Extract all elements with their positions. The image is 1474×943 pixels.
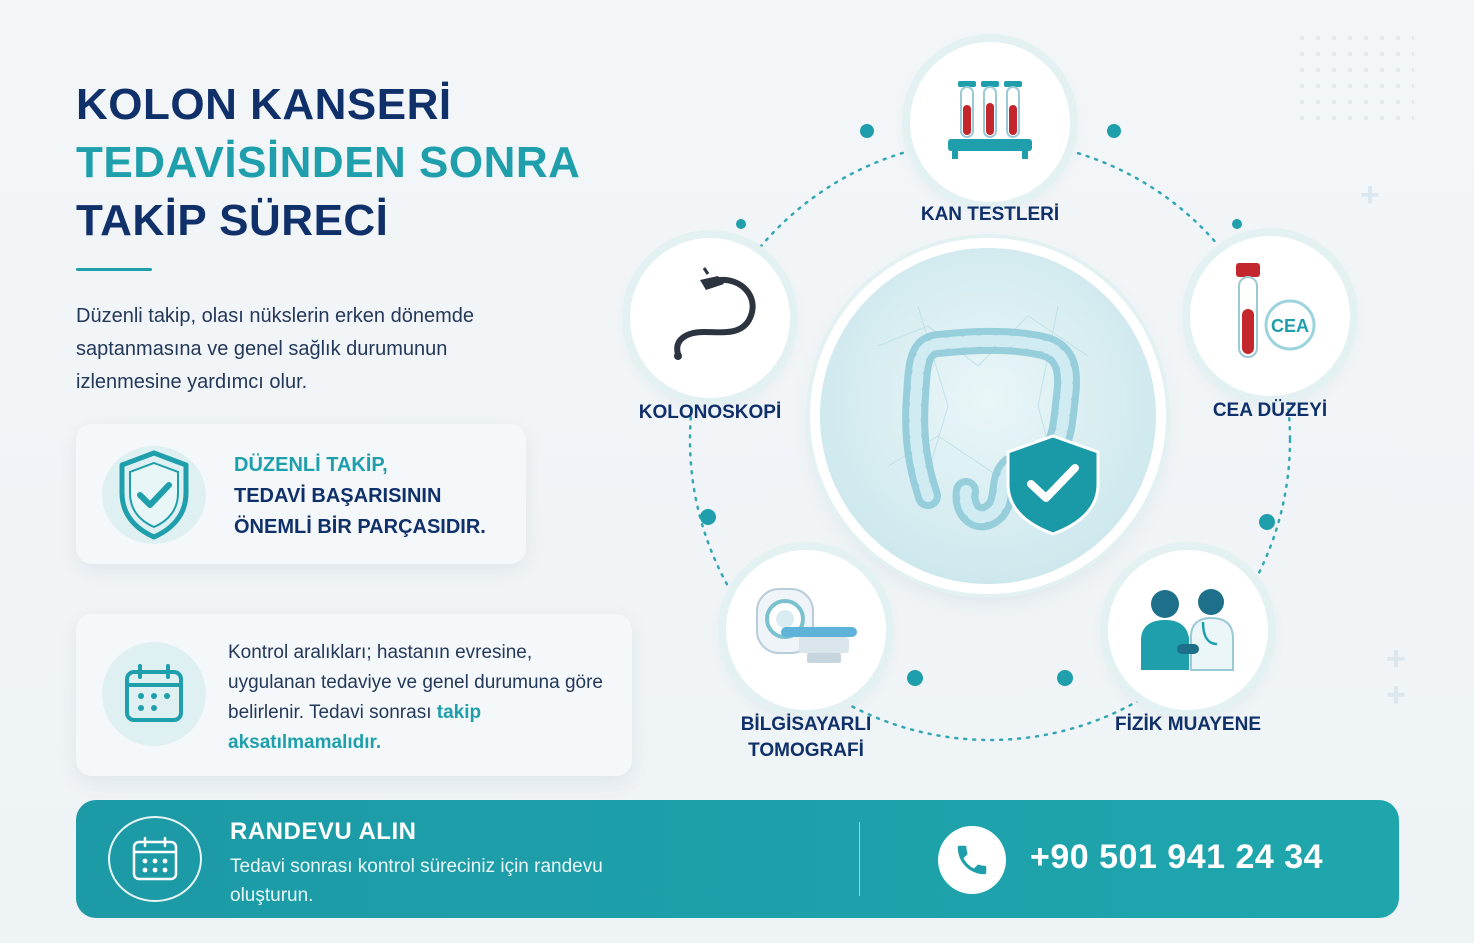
page-title [76, 76, 580, 250]
card2-highlight: takip aksatılmamalıdır. [228, 702, 482, 753]
phone-icon[interactable] [938, 826, 1006, 894]
node-label-colonoscopy: KOLONOSKOPİ [638, 402, 782, 423]
title-line-2: TEDAVİSİNDEN SONRA [76, 138, 581, 187]
ct-label-line-1: BİLGİSAYARLI [740, 714, 872, 735]
card2-text [228, 638, 608, 758]
endoscope-icon [660, 266, 760, 371]
colon-shield-icon [820, 248, 1156, 584]
card2-body: Kontrol aralıkları; hastanın evresine, uygulanan tedaviye ve genel durumuna göre belirlenir. Tedavi sonrası [228, 642, 603, 723]
node-label-physical-exam: FİZİK MUAYENE [1114, 714, 1262, 735]
info-card-control-intervals [76, 614, 632, 776]
cea-badge-text: CEA [1270, 315, 1310, 336]
node-physical-exam [1108, 550, 1268, 710]
appointment-banner [76, 800, 1399, 918]
ct-scanner-icon [751, 583, 861, 678]
doctor-patient-icon [1133, 582, 1243, 679]
card1-text [234, 450, 486, 543]
phone-number[interactable]: +90 501 941 24 34 [1030, 838, 1324, 876]
ct-label-line-2: TOMOGRAFİ [748, 740, 864, 761]
node-label-cea-level: CEA DÜZEYİ [1212, 400, 1328, 421]
cta-divider [859, 822, 860, 896]
title-line-1: KOLON KANSERİ [76, 80, 452, 129]
card1-line3: ÖNEMLİ BİR PARÇASIDIR. [234, 516, 486, 538]
intro-text: Düzenli takip, olası nükslerin erken dönemde saptanmasına ve genel sağlık durumunun izlenmesine yardımcı olur. [76, 305, 474, 393]
plus-decoration: + [1360, 176, 1380, 214]
info-card-regular-followup [76, 424, 526, 564]
plus-decoration: + [1386, 676, 1406, 714]
title-line-3: TAKİP SÜRECİ [76, 196, 389, 245]
cta-title: RANDEVU ALIN [230, 818, 417, 845]
node-blood-tests [910, 42, 1070, 202]
node-colonoscopy [630, 238, 790, 398]
shield-check-icon [102, 446, 206, 544]
card1-line2: TEDAVİ BAŞARISININ [234, 485, 442, 507]
blood-tubes-icon [942, 77, 1038, 168]
calendar-icon [102, 642, 206, 746]
cta-subtitle: Tedavi sonrası kontrol süreciniz için randevu oluşturun. [230, 856, 603, 906]
plus-decoration: + [1386, 640, 1406, 678]
card1-highlight: DÜZENLİ TAKİP, [234, 454, 388, 476]
node-label-blood-tests: KAN TESTLERİ [920, 204, 1060, 225]
node-label-ct-scan [696, 712, 916, 764]
node-ct-scan [726, 550, 886, 710]
followup-cycle-diagram [600, 20, 1360, 790]
calendar-icon [108, 816, 202, 902]
title-underline [76, 268, 152, 271]
node-cea-level [1190, 236, 1350, 396]
cea-tube-icon [1220, 259, 1320, 374]
